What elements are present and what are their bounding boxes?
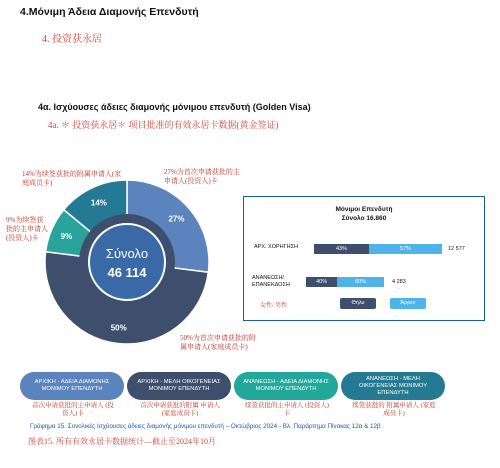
- bar-segment: 40%: [306, 277, 337, 287]
- donut-center-value: 46 114: [107, 265, 147, 280]
- chart-caption-cn: 图表15. 所有有效永居卡数据统计—截止至2024年10月: [28, 437, 216, 446]
- donut-center-label: Σύνολο: [105, 246, 149, 261]
- donut-slice-label: 9%: [60, 231, 73, 241]
- legend-prefix-cn: 女性/ 男性: [260, 303, 288, 309]
- chart-source-note: Γράφημα 15. Συνολικές Ισχύουσες άδειες διαμονής μόνιμου επενδυτή – Οκτώβριος 2024 - Βλ. Παράρτημα Πίνακας 12α & 12β: [30, 423, 381, 430]
- bar-total-value: 12 577: [448, 246, 465, 252]
- bar-segment: 43%: [314, 244, 369, 254]
- category-pill: ΑΡΧΙΚΗ - ΑΔΕΙΑ ΔΙΑΜΟΝΗΣ ΜΟΝΙΜΟΥ ΕΠΕΝΔΥΤΗ: [20, 372, 124, 400]
- section-title: 4α. Ισχύουσες άδειες διαμονής μόνιμου επενδυτή (Golden Visa): [38, 102, 311, 112]
- annotation-9: 9%为续签获批的主申请人(投资人)卡: [6, 216, 48, 242]
- legend-male: Άρρεν: [390, 298, 426, 309]
- section-subtitle-cn: 4a. ＊ 投资获永居＊ 项目批准的有效永居卡数据(黄金签证): [48, 120, 279, 130]
- bar-segment: 57%: [369, 244, 442, 254]
- legend-female: Θήλυ: [340, 298, 376, 309]
- bar-category-label: ΑΝΑΝΕΩΣΗ/ ΕΠΑΝΕΚΔΟΣΗ: [252, 275, 290, 288]
- category-pill: ΑΡΧΙΚΗ - ΜΕΛΗ ΟΙΚΟΓΕΝΕΙΑΣ ΜΟΝΙΜΟΥ ΕΠΕΝΔΥΤΗ: [127, 372, 231, 400]
- category-pill: ΑΝΑΝΕΩΣΗ - ΑΔΕΙΑ ΔΙΑΜΟΝΗΣ ΜΟΝΙΜΟΥ ΕΠΕΝΔΥΤΗ: [234, 372, 338, 400]
- annotation-50: 50%为首次申请获批的附属申请人(家庭成员卡): [180, 334, 256, 351]
- donut-slice-label: 27%: [168, 214, 185, 224]
- annotation-27: 27%为首次申请获批的主申请人(投资人)卡: [164, 168, 240, 185]
- bar-chart-panel: [243, 196, 485, 321]
- page-subtitle-cn: 4. 投资获永居: [42, 34, 102, 45]
- category-caption-cn: 首次申请获批的主申请人 (投资人)卡: [32, 402, 114, 417]
- category-caption-cn: 续签获批的主申请人 (投资人)卡: [245, 402, 329, 417]
- bar-total-value: 4 283: [392, 279, 406, 285]
- page-title: 4.Μόνιμη Άδεια Διαμονής Επενδυτή: [20, 6, 199, 18]
- category-caption-cn: 首次申请获批的附属 申请人 (家庭成员卡): [140, 402, 220, 417]
- category-pill: ΑΝΑΝΕΩΣΗ - ΜΕΛΗ ΟΙΚΟΓΕΝΕΙΑΣ ΜΟΝΙΜΟΥ ΕΠΕΝΔΥΤΗ: [341, 372, 445, 400]
- donut-slice-label: 50%: [110, 323, 127, 333]
- bar-segment: 60%: [337, 277, 384, 287]
- donut-slice-label: 14%: [90, 198, 107, 208]
- annotation-14: 14%为续签获批的附属申请人(家庭成员卡): [22, 170, 122, 187]
- category-caption-cn: 续签获批的 附属申请人 (家庭成员卡): [352, 402, 436, 417]
- bar-category-label: ΑΡΧ. ΧΟΡΗΓΗΣΗ: [254, 244, 299, 250]
- bar-chart-title: Μόνιμοι Επενδυτή Σύνολο 16.860: [335, 206, 393, 222]
- donut-center-circle: [89, 224, 165, 300]
